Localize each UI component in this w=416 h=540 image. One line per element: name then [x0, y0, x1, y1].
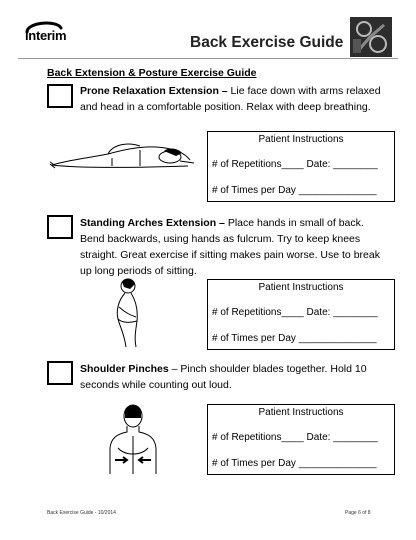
header-graphic	[350, 17, 392, 57]
logo-text: interim	[25, 28, 67, 43]
exercise-2-name: Standing Arches Extension –	[80, 217, 225, 229]
repetitions-date-field[interactable]: # of Repetitions____ Date: ________	[212, 159, 378, 170]
instructions-heading: Patient Instructions	[258, 134, 344, 145]
section-heading: Back Extension & Posture Exercise Guide	[47, 67, 257, 79]
exercise-3-description: – Pinch shoulder blades together. Hold 10 seconds while counting out loud.	[80, 363, 367, 391]
exercise-1-instructions-box	[207, 131, 395, 202]
exercise-1-checkbox[interactable]	[47, 84, 73, 108]
document-title: Back Exercise Guide	[190, 34, 344, 51]
exercise-3-instructions-box	[207, 404, 395, 475]
exercise-3-name: Shoulder Pinches	[80, 363, 169, 375]
times-per-day-field[interactable]: # of Times per Day ______________	[212, 185, 377, 196]
repetitions-date-field[interactable]: # of Repetitions____ Date: ________	[212, 432, 378, 443]
repetitions-date-field[interactable]: # of Repetitions____ Date: ________	[212, 307, 378, 318]
exercise-3-checkbox[interactable]	[47, 361, 73, 385]
shoulder-pinch-illustration	[105, 404, 161, 476]
exercise-3-text	[80, 361, 390, 393]
header-rule	[18, 58, 398, 59]
exercise-1-description: Lie face down with arms relaxed and head in a comfortable position. Relax with deep breathing.	[80, 85, 381, 113]
standing-arch-illustration	[100, 277, 150, 347]
exercise-2-instructions-box	[207, 279, 395, 350]
exercise-1-text	[80, 83, 390, 115]
exercise-2-checkbox[interactable]	[47, 215, 73, 239]
times-per-day-field[interactable]: # of Times per Day ______________	[212, 458, 377, 469]
instructions-heading: Patient Instructions	[258, 282, 344, 293]
instructions-heading: Patient Instructions	[258, 407, 344, 418]
exercise-2-text	[80, 215, 390, 279]
footer-page-number: Page 6 of 8	[345, 510, 371, 516]
exercise-1-name: Prone Relaxation Extension –	[80, 85, 228, 97]
times-per-day-field[interactable]: # of Times per Day ______________	[212, 333, 377, 344]
exercise-2-description: Place hands in small of back. Bend backwards, using hands as fulcrum. Try to keep knees straight. Great exercise if sitting makes pain worse. Use to break up long periods of sitting.	[80, 217, 380, 277]
prone-extension-illustration	[48, 130, 198, 175]
footer-left: Back Exercise Guide - 10/2014	[47, 510, 116, 516]
